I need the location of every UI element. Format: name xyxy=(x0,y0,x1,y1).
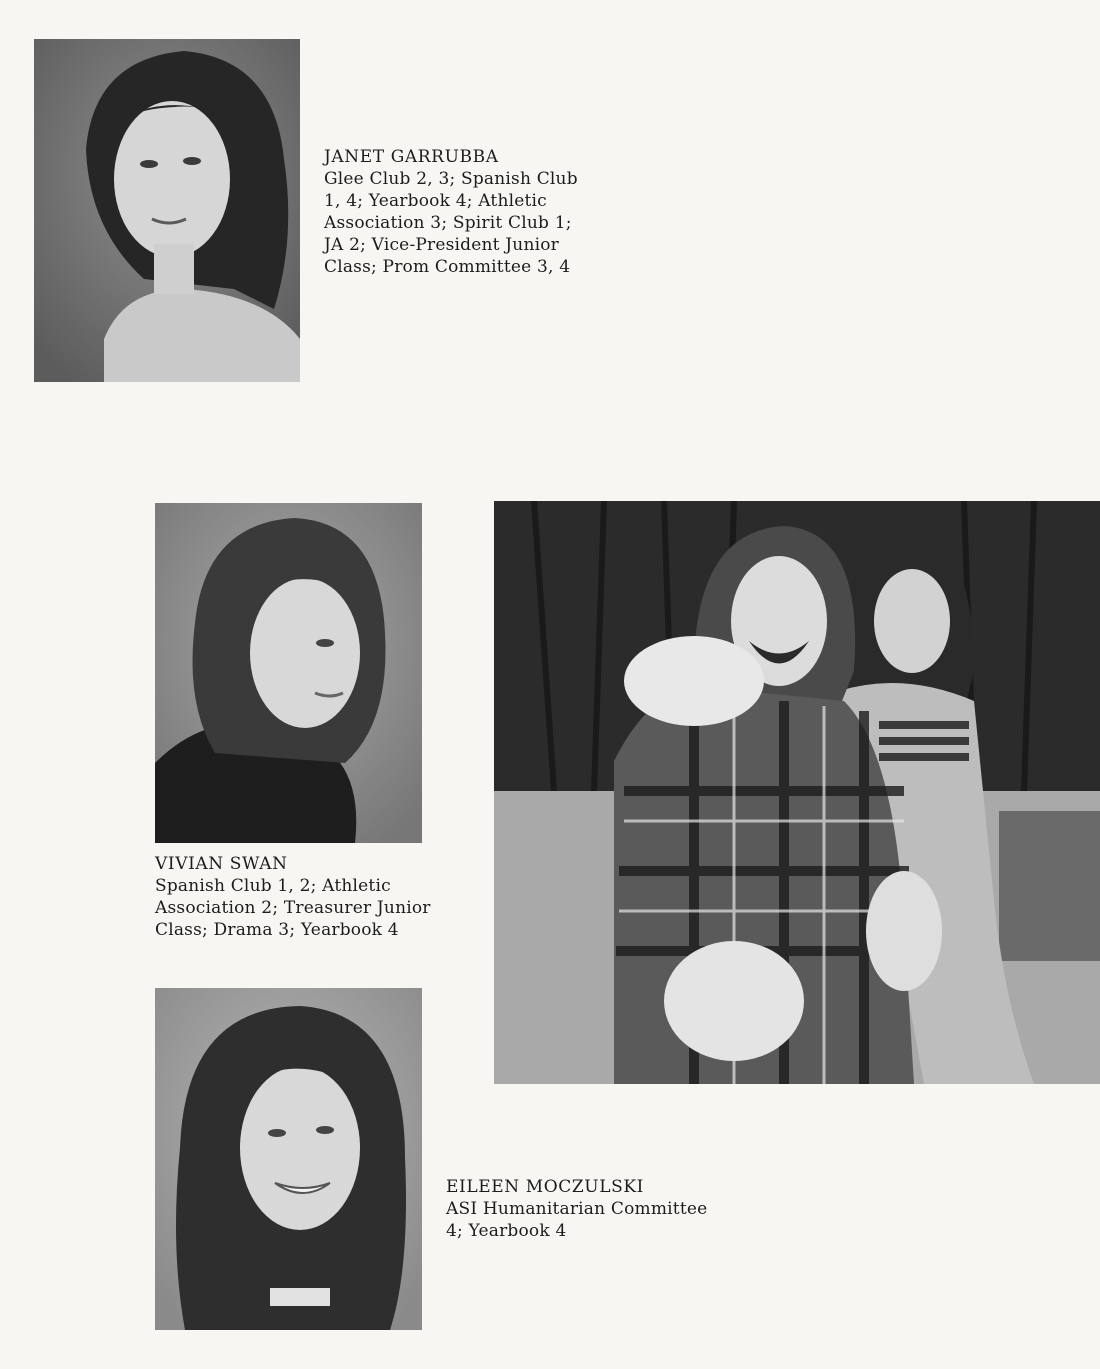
activity-line: Association 3; Spirit Club 1; xyxy=(324,213,572,233)
portrait-eileen-moczulski xyxy=(155,988,422,1330)
activity-line: 1, 4; Yearbook 4; Athletic xyxy=(324,191,547,211)
student-name: VIVIAN SWAN xyxy=(155,854,288,874)
caption-eileen-moczulski xyxy=(446,1176,707,1242)
activity-line: 4; Yearbook 4 xyxy=(446,1221,567,1241)
activity-line: JA 2; Vice-President Junior xyxy=(324,235,560,255)
activity-line: Spanish Club 1, 2; Athletic xyxy=(155,876,391,896)
student-name: EILEEN MOCZULSKI xyxy=(446,1177,644,1197)
candid-group-photo xyxy=(494,501,1100,1084)
activity-line: Glee Club 2, 3; Spanish Club xyxy=(324,169,578,189)
caption-janet-garrubba xyxy=(324,146,578,278)
portrait-janet-garrubba xyxy=(34,39,300,382)
caption-vivian-swan xyxy=(155,853,431,941)
portrait-vivian-swan xyxy=(155,503,422,843)
activity-line: Association 2; Treasurer Junior xyxy=(155,898,431,918)
activity-line: Class; Prom Committee 3, 4 xyxy=(324,257,571,277)
activity-line: Class; Drama 3; Yearbook 4 xyxy=(155,920,399,940)
activity-line: ASI Humanitarian Committee xyxy=(446,1199,708,1219)
student-name: JANET GARRUBBA xyxy=(324,147,499,167)
